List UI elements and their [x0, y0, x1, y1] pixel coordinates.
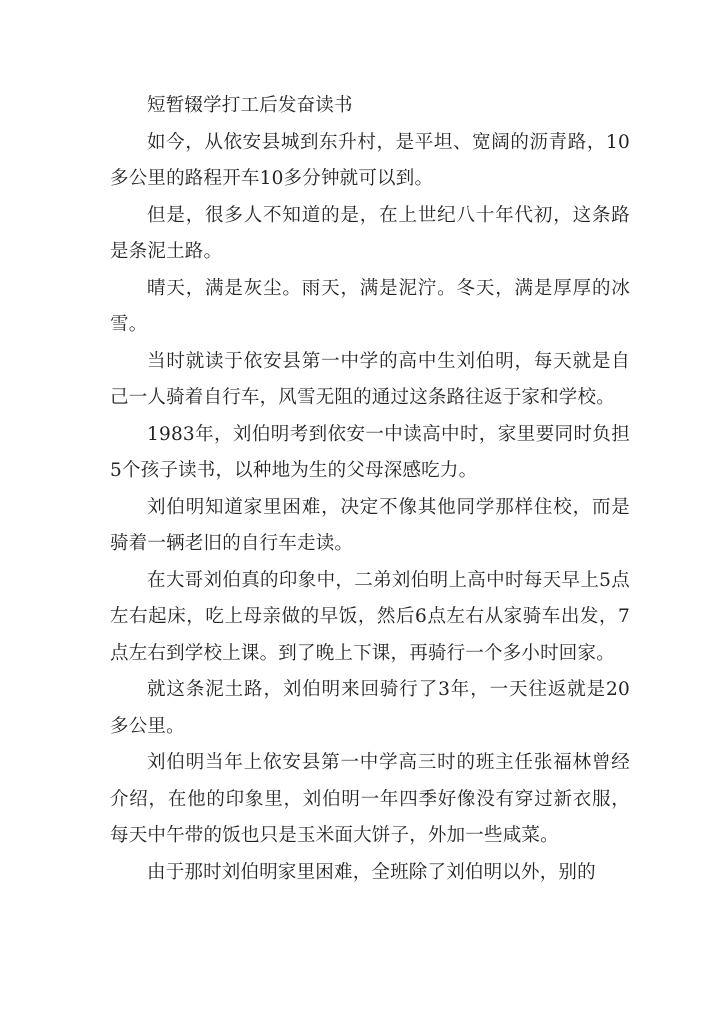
paragraph: 晴天，满是灰尘。雨天，满是泥泞。冬天，满是厚厚的冰雪。 — [110, 277, 630, 335]
section-heading: 短暂辍学打工后发奋读书 — [147, 95, 353, 116]
paragraph-continued: 由于那时刘伯明家里困难，全班除了刘伯明以外，别的 — [147, 861, 596, 883]
paragraph: 在大哥刘伯真的印象中，二弟刘伯明上高中时每天早上5点左右起床，吃上母亲做的早饭，然后6点左右从家骑车出发，7点左右到学校上课。到了晚上下课，再骑行一个多小时回家。 — [110, 569, 630, 664]
paragraph: 如今，从依安县城到东升村，是平坦、宽阔的沥青路，10多公里的路程开车10多分钟就可以到。 — [110, 131, 630, 189]
paragraph: 当时就读于依安县第一中学的高中生刘伯明，每天就是自己一人骑着自行车，风雪无阻的通过这条路往返于家和学校。 — [110, 350, 630, 408]
paragraph: 但是，很多人不知道的是，在上世纪八十年代初，这条路是条泥土路。 — [110, 204, 630, 262]
document-body — [110, 88, 630, 891]
paragraph: 刘伯明当年上依安县第一中学高三时的班主任张福林曾经介绍，在他的印象里，刘伯明一年四季好像没有穿过新衣服，每天中午带的饭也只是玉米面大饼子，外加一些咸菜。 — [110, 752, 630, 846]
paragraph: 1983年，刘伯明考到依安一中读高中时，家里要同时负担5个孩子读书，以种地为生的父母深感吃力。 — [110, 423, 630, 481]
paragraph: 刘伯明知道家里困难，决定不像其他同学那样住校，而是骑着一辆老旧的自行车走读。 — [110, 496, 630, 554]
paragraph: 就这条泥土路，刘伯明来回骑行了3年，一天往返就是20多公里。 — [110, 679, 630, 737]
